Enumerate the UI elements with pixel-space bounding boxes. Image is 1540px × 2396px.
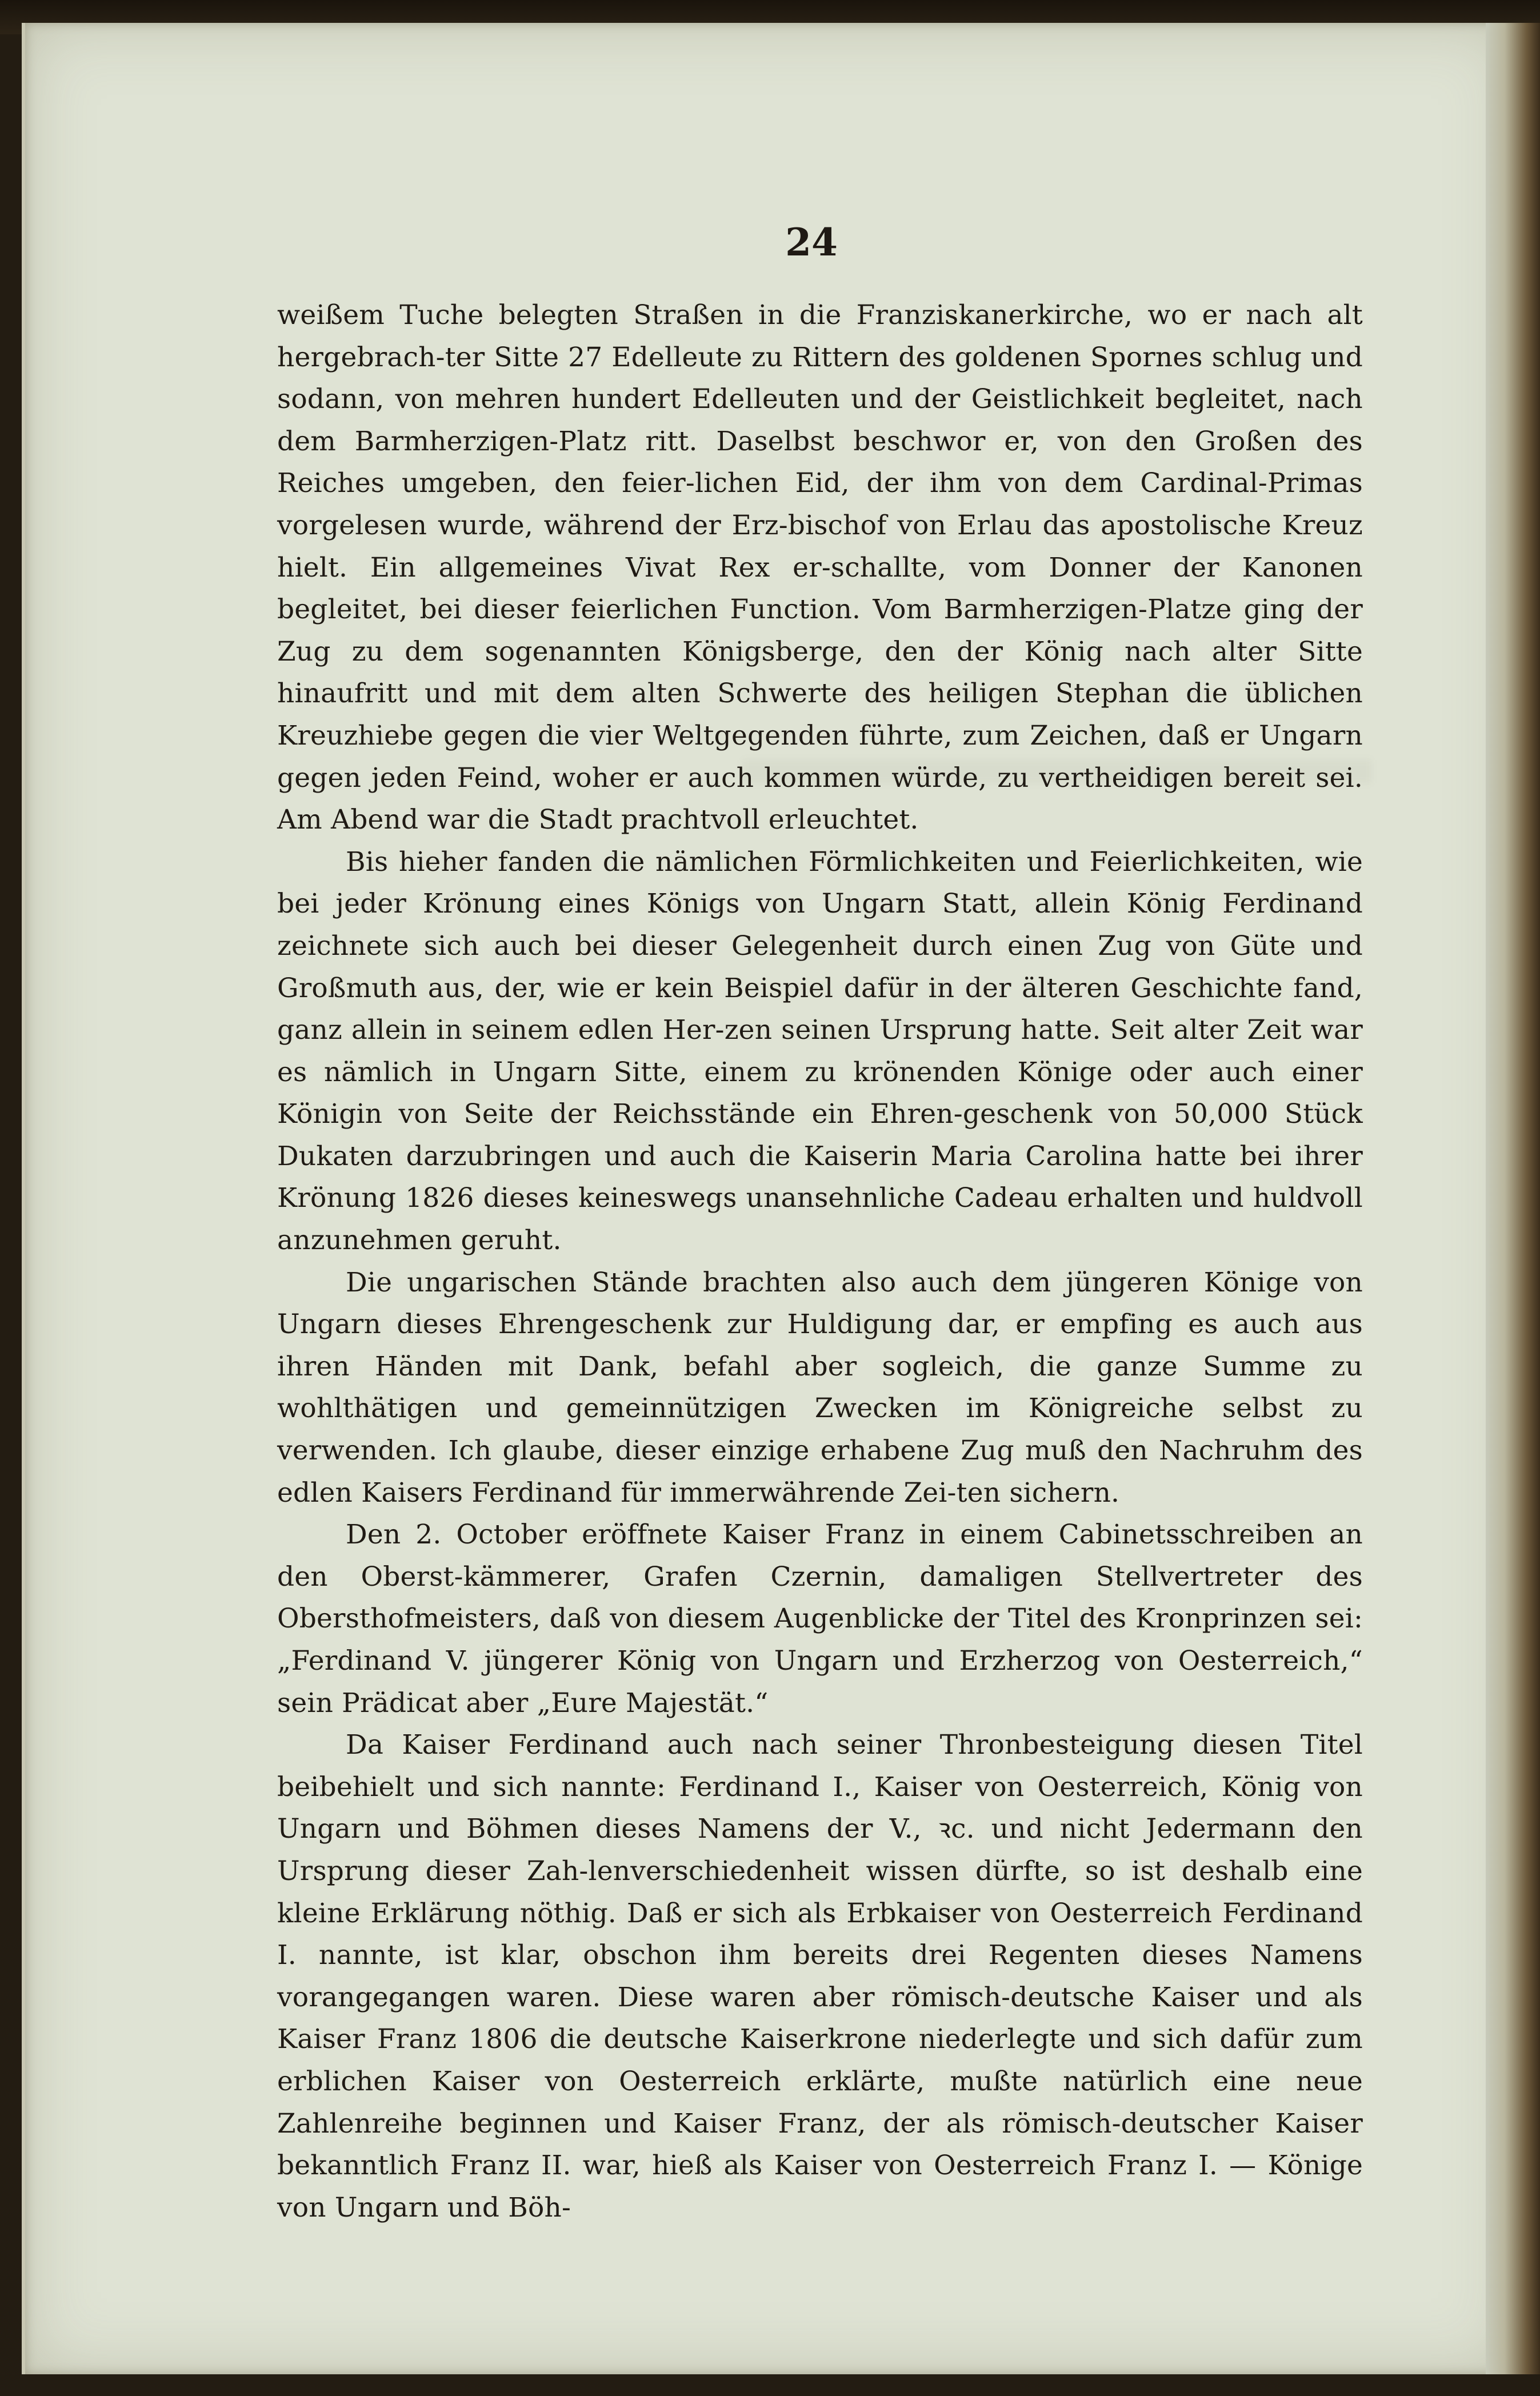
- page-number: 24: [785, 220, 838, 265]
- paragraph-coronation-ride: weißem Tuche belegten Straßen in die Franziskanerkirche, wo er nach alt hergebrach-ter Sitte 27 Edelleute zu Rittern des goldenen Spornes schlug und sodann, von mehren hundert Edelleuten und der Geistlichkeit begleitet, nach dem Barmherzigen-Platz ritt. Daselbst beschwor er, von den Großen des Reiches umgeben, den feier-lichen Eid, der ihm von dem Cardinal-Primas vorgelesen wurde, während der Erz-bischof von Erlau das apostolische Kreuz hielt. Ein allgemeines Vivat Rex er-schallte, vom Donner der Kanonen begleitet, bei dieser feierlichen Function. Vom Barmherzigen-Platze ging der Zug zu dem sogenannten Königsberge, den der König nach alter Sitte hinaufritt und mit dem alten Schwerte des heiligen Stephan die üblichen Kreuzhiebe gegen die vier Weltgegenden führte, zum Zeichen, daß er Ungarn gegen jeden Feind, woher er auch kommen würde, zu vertheidigen bereit sei. Am Abend war die Stadt prachtvoll erleuchtet.: [277, 299, 1363, 836]
- body-text: [277, 294, 1363, 2229]
- paragraph-title-explanation: Da Kaiser Ferdinand auch nach seiner Thronbesteigung diesen Titel beibehielt und sich nannte: Ferdinand I., Kaiser von Oesterreich, König von Ungarn und Böhmen dieses Namens der V., ꝛc. und nicht Jedermann den Ursprung dieser Zah-lenverschiedenheit wissen dürfte, so ist deshalb eine kleine Erklärung nöthig. Daß er sich als Erbkaiser von Oesterreich Ferdinand I. nannte, ist klar, obschon ihm bereits drei Regenten dieses Namens vorangegangen waren. Diese waren aber römisch-deutsche Kaiser und als Kaiser Franz 1806 die deutsche Kaiserkrone niederlegte und sich dafür zum erblichen Kaiser von Oesterreich erklärte, mußte natürlich eine neue Zahlenreihe beginnen und Kaiser Franz, der als römisch-deutscher Kaiser bekanntlich Franz II. war, hieß als Kaiser von Oesterreich Franz I. — Könige von Ungarn und Böh-: [277, 1729, 1363, 2223]
- paragraph-estates-donation: Die ungarischen Stände brachten also auch dem jüngeren Könige von Ungarn dieses Ehrengeschenk zur Huldigung dar, er empfing es auch aus ihren Händen mit Dank, befahl aber sogleich, die ganze Summe zu wohlthätigen und gemeinnützigen Zwecken im Königreiche selbst zu verwenden. Ich glaube, dieser einzige erhabene Zug muß den Nachruhm des edlen Kaisers Ferdinand für immerwährende Zei-ten sichern.: [277, 1266, 1363, 1509]
- page-edge-shadow: [1486, 23, 1540, 2374]
- paragraph-cabinet-letter: Den 2. October eröffnete Kaiser Franz in einem Cabinetsschreiben an den Oberst-kämmerer, Grafen Czernin, damaligen Stellvertreter des Obersthofmeisters, daß von diesem Augenblicke der Titel des Kronprinzen sei: „Ferdinand V. jüngerer König von Ungarn und Erzherzog von Oesterreich,“ sein Prädicat aber „Eure Majestät.“: [277, 1519, 1363, 1719]
- paragraph-honor-gift: Bis hieher fanden die nämlichen Förmlichkeiten und Feierlichkeiten, wie bei jeder Krönung eines Königs von Ungarn Statt, allein König Ferdinand zeichnete sich auch bei dieser Gelegenheit durch einen Zug von Güte und Großmuth aus, der, wie er kein Beispiel dafür in der älteren Geschichte fand, ganz allein in seinem edlen Her-zen seinen Ursprung hatte. Seit alter Zeit war es nämlich in Ungarn Sitte, einem zu krönenden Könige oder auch einer Königin von Seite der Reichsstände ein Ehren-geschenk von 50,000 Stück Dukaten darzubringen und auch die Kaiserin Maria Carolina hatte bei ihrer Krönung 1826 dieses keineswegs unansehnliche Cadeau erhalten und huldvoll anzunehmen geruht.: [277, 846, 1363, 1257]
